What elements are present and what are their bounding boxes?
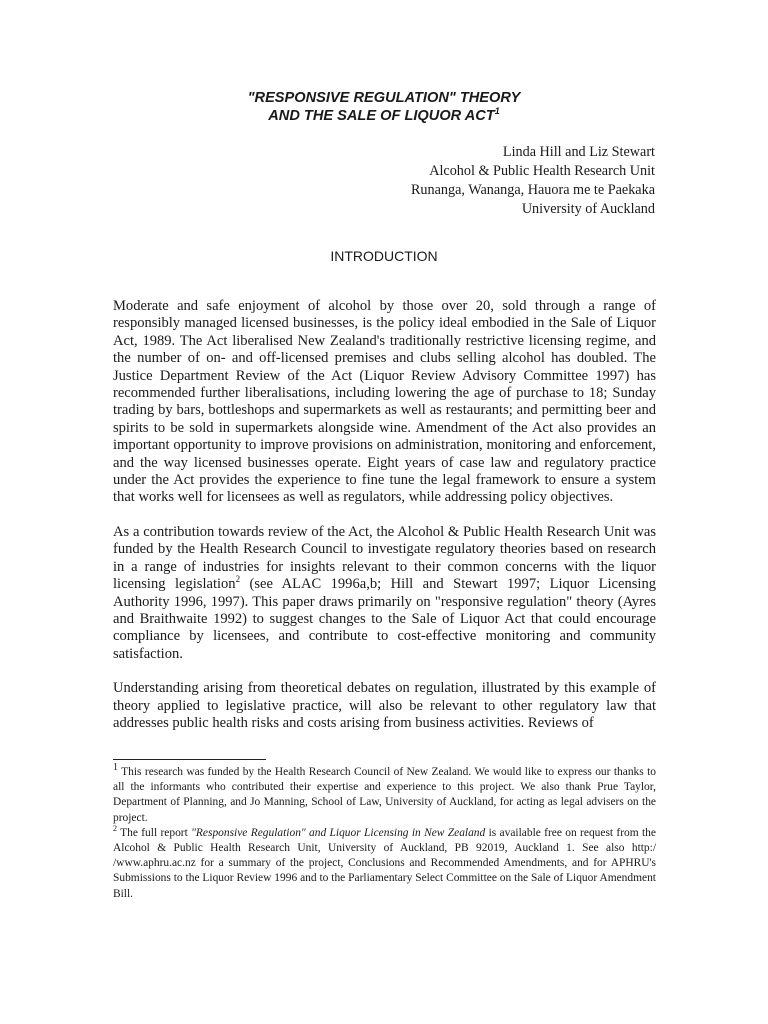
footnote-2-number: 2 <box>113 824 117 833</box>
title-line-1: "RESPONSIVE REGULATION" THEORY <box>247 90 521 106</box>
footnote-1-number: 1 <box>113 762 118 774</box>
body-text <box>113 298 656 749</box>
footnote-2-report-title: "Responsive Regulation" and Liquor Licensing in New Zealand <box>191 826 486 839</box>
paragraph-2-text-b: (see ALAC 1996a,b; Hill and Stewart 1997; Liquor Licensing Authority 1996, 1997). This paper draws primarily on "responsive regulation" theory (Ayres and Braithwaite 1992) to suggest changes to the Sale of Liquor Act that could encourage compliance by licensees, and contribute to cost-effective monitoring and community satisfaction. <box>113 576 656 662</box>
title-line-2-text: AND THE SALE OF LIQUOR ACT <box>268 108 495 124</box>
author-affiliation-university: University of Auckland <box>521 201 655 217</box>
footnote-2 <box>113 826 656 902</box>
paragraph-2 <box>113 524 656 663</box>
author-affiliation-unit: Alcohol & Public Health Research Unit <box>429 163 655 179</box>
author-block <box>411 143 655 219</box>
paper-title <box>0 89 768 125</box>
title-line-2 <box>0 107 768 125</box>
author-affiliation-maori: Runanga, Wananga, Hauora me te Paekaka <box>410 182 655 198</box>
author-names: Linda Hill and Liz Stewart <box>502 144 655 160</box>
footnote-1 <box>113 762 656 826</box>
paragraph-3: Understanding arising from theoretical debates on regulation, illustrated by this example of theory applied to legislative practice, will also be relevant to other regulatory law that addresses public health risks and costs arising from business activities. Reviews of <box>113 680 656 731</box>
footnote-divider <box>113 759 266 760</box>
footnote-ref-2[interactable]: 2 <box>235 574 241 585</box>
section-heading: INTRODUCTION <box>330 248 438 264</box>
footnote-2-text-b: is available free on request from the Alcohol & Public Health Research Unit, University of Auckland, PB 92019, Auckland 1. See also http:/ /www.aphru.ac.nz for a summary of the project, Conclusions and Recommended Amendments, and for APHRU's Submissions to the Liquor Review 1996 and to the Parliamentary Select Committee on the Sale of Liquor Amendment Bill. <box>113 826 656 900</box>
footnote-1-text: This research was funded by the Health Research Council of New Zealand. We would like to express our thanks to all the informants who contributed their expertise and experience to this project. We also thank Prue Taylor, Department of Planning, and Jo Manning, School of Law, University of Auckland, for acting as legal advisers on the project. <box>113 766 656 824</box>
paragraph-1: Moderate and safe enjoyment of alcohol by those over 20, sold through a range of responsibly managed licensed businesses, is the policy ideal embodied in the Sale of Liquor Act, 1989. The Act liberalised New Zealand's traditionally restrictive licensing regime, and the number of on- and off-licensed premises and clubs selling alcohol has doubled. The Justice Department Review of the Act (Liquor Review Advisory Committee 1997) has recommended further liberalisations, including lowering the age of purchase to 18; Sunday trading by bars, bottleshops and supermarkets as well as restaurants; and permitting beer and spirits to be sold in supermarkets alongside wine. Amendment of the Act also provides an important opportunity to improve provisions on administration, monitoring and enforcement, and the way licensed businesses operate. Eight years of case law and regulatory practice under the Act provides the experience to fine tune the legal framework to ensure a system that works well for licensees as well as regulators, while addressing policy objectives. <box>113 298 656 506</box>
footnote-2-text-a: The full report <box>117 826 192 839</box>
footnotes <box>113 762 656 902</box>
title-footnote-ref[interactable]: 1 <box>494 106 500 117</box>
paragraph-2-text-a: As a contribution towards review of the Act, the Alcohol & Public Health Research Unit was funded by the Health Research Council to investigate regulatory theories based on research in a range of industries for insights relevant to their common concerns with the liquor licensing legislation <box>113 523 656 593</box>
